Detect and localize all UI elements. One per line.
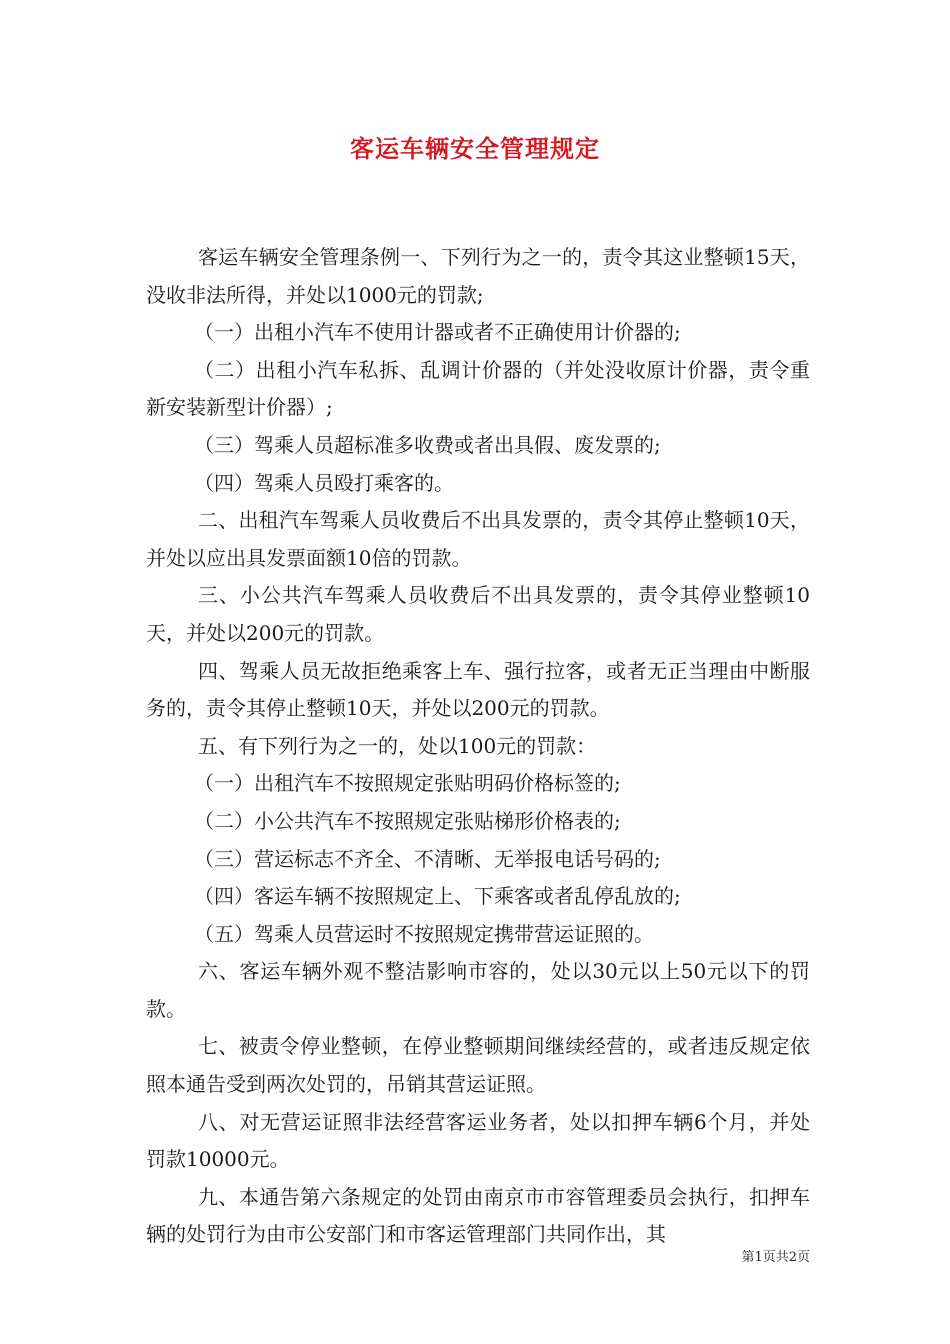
document-body: [146, 239, 810, 1254]
paragraph-item-1-4: （四）驾乘人员殴打乘客的。: [194, 470, 454, 495]
paragraph-item-5-1: （一）出租汽车不按照规定张贴明码价格标签的;: [194, 771, 621, 796]
paragraph-intro: 客运车辆安全管理条例一、下列行为之一的，责令其这业整顿15天，没收非法所得，并处以1000元的罚款;: [146, 245, 810, 307]
paragraph-article-8: 八、对无营运证照非法经营客运业务者，处以扣押车辆6个月，并处罚款10000元。: [146, 1109, 810, 1172]
paragraph-article-2: 二、出租汽车驾乘人员收费后不出具发票的，责令其停止整顿10天，并处以应出具发票面额10倍的罚款。: [146, 508, 810, 570]
paragraph-item-1-2: （二）出租小汽车私拆、乱调计价器的（并处没收原计价器，责令重新安装新型计价器）;: [146, 357, 810, 420]
paragraph-article-9: 九、本通告第六条规定的处罚由南京市市容管理委员会执行，扣押车辆的处罚行为由市公安部门和市客运管理部门共同作出，其: [146, 1184, 810, 1247]
paragraph-item-1-1: （一）出租小汽车不使用计器或者不正确使用计价器的;: [194, 320, 681, 345]
paragraph-item-5-4: （四）客运车辆不按照规定上、下乘客或者乱停乱放的;: [194, 884, 681, 909]
paragraph-article-6: 六、客运车辆外观不整洁影响市容的，处以30元以上50元以下的罚款。: [146, 959, 810, 1021]
paragraph-item-1-3: （三）驾乘人员超标准多收费或者出具假、废发票的;: [194, 432, 661, 457]
paragraph-item-5-2: （二）小公共汽车不按照规定张贴梯形价格表的;: [194, 808, 621, 833]
paragraph-article-7: 七、被责令停业整顿，在停业整顿期间继续经营的，或者违反规定依照本通告受到两次处罚的，吊销其营运证照。: [146, 1034, 810, 1097]
document-title: 客运车辆安全管理规定: [350, 134, 600, 163]
paragraph-item-5-5: （五）驾乘人员营运时不按照规定携带营运证照的。: [194, 921, 654, 946]
paragraph-item-5-3: （三）营运标志不齐全、不清晰、无举报电话号码的;: [194, 846, 661, 871]
paragraph-article-3: 三、小公共汽车驾乘人员收费后不出具发票的，责令其停业整顿10天，并处以200元的罚款。: [146, 583, 810, 645]
paragraph-article-4: 四、驾乘人员无故拒绝乘客上车、强行拉客，或者无正当理由中断服务的，责令其停止整顿10天，并处以200元的罚款。: [146, 658, 810, 721]
paragraph-article-5: 五、有下列行为之一的，处以100元的罚款：: [198, 733, 597, 758]
page-number-footer: 第1页共2页: [741, 1250, 810, 1265]
